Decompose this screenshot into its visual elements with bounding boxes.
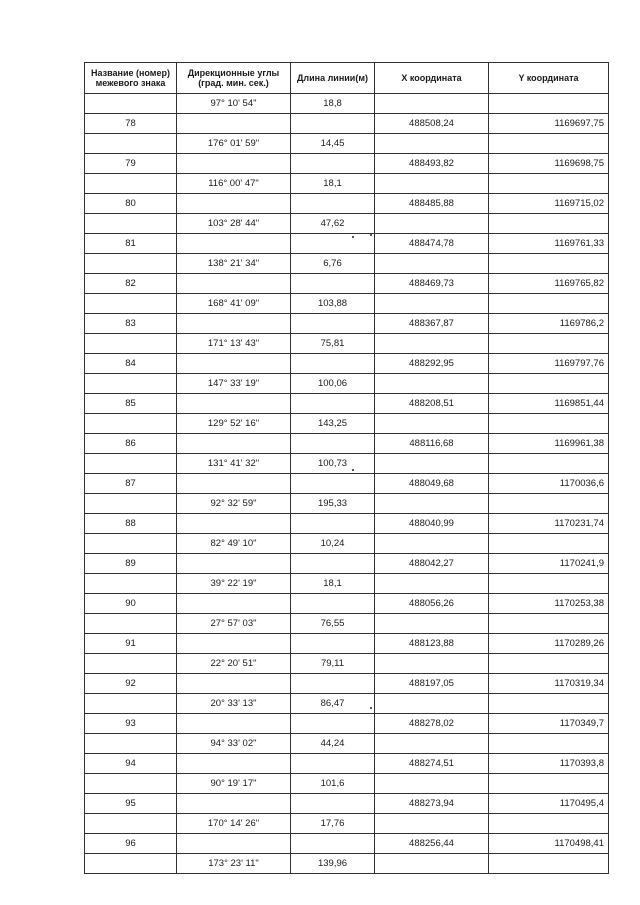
- x-coordinate-cell: 488042,27: [375, 554, 489, 574]
- direction-angle-cell: [177, 394, 291, 414]
- line-length-cell: [291, 314, 375, 334]
- segment-row: [85, 734, 609, 754]
- x-coordinate-cell: 488367,87: [375, 314, 489, 334]
- header-y-coordinate: Y координата: [489, 63, 609, 94]
- segment-row: [85, 494, 609, 514]
- direction-angle-cell: [177, 634, 291, 654]
- line-length-cell: [291, 754, 375, 774]
- x-coordinate-cell: 488049,68: [375, 474, 489, 494]
- point-row: [85, 194, 609, 214]
- scan-speck: [352, 236, 354, 238]
- x-coordinate-cell: 488116,68: [375, 434, 489, 454]
- point-name-cell: [85, 534, 177, 554]
- line-length-cell: 10,24: [291, 534, 375, 554]
- direction-angle-cell: [177, 754, 291, 774]
- point-name-cell: [85, 174, 177, 194]
- x-coordinate-cell: 488469,73: [375, 274, 489, 294]
- line-length-cell: [291, 714, 375, 734]
- direction-angle-cell: [177, 714, 291, 734]
- point-row: [85, 754, 609, 774]
- line-length-cell: 47,62: [291, 214, 375, 234]
- y-coordinate-cell: [489, 334, 609, 354]
- x-coordinate-cell: [375, 174, 489, 194]
- y-coordinate-cell: [489, 414, 609, 434]
- y-coordinate-cell: 1169851,44: [489, 394, 609, 414]
- x-coordinate-cell: 488274,51: [375, 754, 489, 774]
- direction-angle-cell: 147° 33' 19": [177, 374, 291, 394]
- direction-angle-cell: [177, 354, 291, 374]
- point-row: [85, 314, 609, 334]
- direction-angle-cell: 138° 21' 34": [177, 254, 291, 274]
- point-row: [85, 674, 609, 694]
- y-coordinate-cell: 1169961,38: [489, 434, 609, 454]
- point-name-cell: [85, 94, 177, 114]
- point-name-cell: [85, 214, 177, 234]
- y-coordinate-cell: [489, 454, 609, 474]
- segment-row: [85, 414, 609, 434]
- segment-row: [85, 174, 609, 194]
- x-coordinate-cell: [375, 694, 489, 714]
- segment-row: [85, 774, 609, 794]
- direction-angle-cell: 170° 14' 26": [177, 814, 291, 834]
- direction-angle-cell: 97° 10' 54": [177, 94, 291, 114]
- x-coordinate-cell: 488493,82: [375, 154, 489, 174]
- x-coordinate-cell: [375, 214, 489, 234]
- segment-row: [85, 574, 609, 594]
- segment-row: [85, 454, 609, 474]
- x-coordinate-cell: [375, 414, 489, 434]
- x-coordinate-cell: 488474,78: [375, 234, 489, 254]
- point-name-cell: 94: [85, 754, 177, 774]
- line-length-cell: 103,88: [291, 294, 375, 314]
- point-name-cell: 96: [85, 834, 177, 854]
- y-coordinate-cell: 1170393,8: [489, 754, 609, 774]
- point-name-cell: 90: [85, 594, 177, 614]
- point-name-cell: 80: [85, 194, 177, 214]
- direction-angle-cell: [177, 234, 291, 254]
- line-length-cell: 195,33: [291, 494, 375, 514]
- direction-angle-cell: [177, 434, 291, 454]
- y-coordinate-cell: [489, 574, 609, 594]
- line-length-cell: [291, 154, 375, 174]
- direction-angle-cell: 20° 33' 13": [177, 694, 291, 714]
- direction-angle-cell: 129° 52' 16": [177, 414, 291, 434]
- line-length-cell: 100,06: [291, 374, 375, 394]
- header-direction-angle: Дирекционные углы (град. мин. сек.): [177, 63, 291, 94]
- point-name-cell: [85, 574, 177, 594]
- point-name-cell: 88: [85, 514, 177, 534]
- line-length-cell: 18,8: [291, 94, 375, 114]
- line-length-cell: 18,1: [291, 174, 375, 194]
- boundary-coordinates-table: [84, 62, 609, 874]
- x-coordinate-cell: 488256,44: [375, 834, 489, 854]
- y-coordinate-cell: 1169761,33: [489, 234, 609, 254]
- line-length-cell: [291, 434, 375, 454]
- line-length-cell: 79,11: [291, 654, 375, 674]
- y-coordinate-cell: 1169786,2: [489, 314, 609, 334]
- segment-row: [85, 534, 609, 554]
- direction-angle-cell: [177, 274, 291, 294]
- x-coordinate-cell: [375, 294, 489, 314]
- x-coordinate-cell: [375, 734, 489, 754]
- point-name-cell: [85, 854, 177, 874]
- point-row: [85, 234, 609, 254]
- point-name-cell: 86: [85, 434, 177, 454]
- x-coordinate-cell: [375, 774, 489, 794]
- point-name-cell: 92: [85, 674, 177, 694]
- segment-row: [85, 334, 609, 354]
- x-coordinate-cell: [375, 494, 489, 514]
- point-name-cell: [85, 254, 177, 274]
- line-length-cell: 101,6: [291, 774, 375, 794]
- point-name-cell: 83: [85, 314, 177, 334]
- y-coordinate-cell: [489, 614, 609, 634]
- point-name-cell: [85, 654, 177, 674]
- line-length-cell: 86,47: [291, 694, 375, 714]
- direction-angle-cell: [177, 474, 291, 494]
- point-name-cell: 81: [85, 234, 177, 254]
- line-length-cell: 139,96: [291, 854, 375, 874]
- point-name-cell: [85, 614, 177, 634]
- point-name-cell: 93: [85, 714, 177, 734]
- point-row: [85, 114, 609, 134]
- header-point-name: Название (номер) межевого знака: [85, 63, 177, 94]
- y-coordinate-cell: [489, 94, 609, 114]
- x-coordinate-cell: 488040,99: [375, 514, 489, 534]
- point-row: [85, 794, 609, 814]
- line-length-cell: [291, 234, 375, 254]
- direction-angle-cell: [177, 154, 291, 174]
- x-coordinate-cell: [375, 574, 489, 594]
- direction-angle-cell: [177, 514, 291, 534]
- line-length-cell: 75,81: [291, 334, 375, 354]
- x-coordinate-cell: [375, 614, 489, 634]
- x-coordinate-cell: 488485,88: [375, 194, 489, 214]
- point-name-cell: [85, 814, 177, 834]
- x-coordinate-cell: [375, 374, 489, 394]
- direction-angle-cell: 116° 00' 47": [177, 174, 291, 194]
- point-name-cell: [85, 134, 177, 154]
- direction-angle-cell: [177, 674, 291, 694]
- direction-angle-cell: 27° 57' 03": [177, 614, 291, 634]
- point-row: [85, 434, 609, 454]
- line-length-cell: [291, 194, 375, 214]
- segment-row: [85, 614, 609, 634]
- direction-angle-cell: 103° 28' 44": [177, 214, 291, 234]
- x-coordinate-cell: [375, 854, 489, 874]
- y-coordinate-cell: [489, 214, 609, 234]
- y-coordinate-cell: 1170498,41: [489, 834, 609, 854]
- direction-angle-cell: [177, 554, 291, 574]
- direction-angle-cell: 39° 22' 19": [177, 574, 291, 594]
- y-coordinate-cell: 1169697,75: [489, 114, 609, 134]
- header-x-coordinate: X координата: [375, 63, 489, 94]
- y-coordinate-cell: [489, 374, 609, 394]
- direction-angle-cell: 173° 23' 11": [177, 854, 291, 874]
- line-length-cell: [291, 274, 375, 294]
- y-coordinate-cell: [489, 174, 609, 194]
- point-name-cell: 95: [85, 794, 177, 814]
- point-name-cell: 84: [85, 354, 177, 374]
- direction-angle-cell: 92° 32' 59": [177, 494, 291, 514]
- line-length-cell: 17,76: [291, 814, 375, 834]
- segment-row: [85, 854, 609, 874]
- segment-row: [85, 814, 609, 834]
- direction-angle-cell: [177, 794, 291, 814]
- point-row: [85, 634, 609, 654]
- point-row: [85, 274, 609, 294]
- direction-angle-cell: 22° 20' 51": [177, 654, 291, 674]
- line-length-cell: 143,25: [291, 414, 375, 434]
- y-coordinate-cell: 1170253,38: [489, 594, 609, 614]
- point-row: [85, 474, 609, 494]
- table-body: [85, 94, 609, 874]
- point-name-cell: 82: [85, 274, 177, 294]
- point-name-cell: [85, 414, 177, 434]
- x-coordinate-cell: [375, 94, 489, 114]
- direction-angle-cell: [177, 314, 291, 334]
- point-name-cell: [85, 374, 177, 394]
- point-name-cell: [85, 334, 177, 354]
- point-name-cell: 85: [85, 394, 177, 414]
- y-coordinate-cell: 1169797,76: [489, 354, 609, 374]
- direction-angle-cell: 82° 49' 10": [177, 534, 291, 554]
- y-coordinate-cell: 1170495,4: [489, 794, 609, 814]
- line-length-cell: [291, 474, 375, 494]
- line-length-cell: [291, 354, 375, 374]
- segment-row: [85, 214, 609, 234]
- point-name-cell: 89: [85, 554, 177, 574]
- direction-angle-cell: [177, 834, 291, 854]
- point-name-cell: [85, 734, 177, 754]
- direction-angle-cell: 131° 41' 32": [177, 454, 291, 474]
- segment-row: [85, 254, 609, 274]
- line-length-cell: 6,76: [291, 254, 375, 274]
- point-name-cell: [85, 294, 177, 314]
- x-coordinate-cell: 488197,05: [375, 674, 489, 694]
- line-length-cell: [291, 114, 375, 134]
- x-coordinate-cell: 488056,26: [375, 594, 489, 614]
- x-coordinate-cell: 488208,51: [375, 394, 489, 414]
- scan-speck: [352, 469, 354, 471]
- point-row: [85, 394, 609, 414]
- direction-angle-cell: [177, 194, 291, 214]
- x-coordinate-cell: [375, 334, 489, 354]
- y-coordinate-cell: [489, 534, 609, 554]
- x-coordinate-cell: 488273,94: [375, 794, 489, 814]
- direction-angle-cell: 171° 13' 43": [177, 334, 291, 354]
- point-row: [85, 354, 609, 374]
- x-coordinate-cell: [375, 254, 489, 274]
- scan-speck: [370, 234, 372, 236]
- y-coordinate-cell: [489, 854, 609, 874]
- point-row: [85, 554, 609, 574]
- segment-row: [85, 374, 609, 394]
- point-row: [85, 834, 609, 854]
- y-coordinate-cell: [489, 134, 609, 154]
- segment-row: [85, 694, 609, 714]
- point-name-cell: [85, 454, 177, 474]
- line-length-cell: [291, 514, 375, 534]
- point-name-cell: [85, 494, 177, 514]
- point-name-cell: 87: [85, 474, 177, 494]
- segment-row: [85, 294, 609, 314]
- point-name-cell: 79: [85, 154, 177, 174]
- y-coordinate-cell: [489, 814, 609, 834]
- point-name-cell: [85, 774, 177, 794]
- y-coordinate-cell: 1169715,02: [489, 194, 609, 214]
- x-coordinate-cell: 488123,88: [375, 634, 489, 654]
- direction-angle-cell: 168° 41' 09": [177, 294, 291, 314]
- line-length-cell: 18,1: [291, 574, 375, 594]
- point-row: [85, 594, 609, 614]
- header-line-length: Длина линии(м): [291, 63, 375, 94]
- line-length-cell: 14,45: [291, 134, 375, 154]
- y-coordinate-cell: 1170231,74: [489, 514, 609, 534]
- x-coordinate-cell: [375, 534, 489, 554]
- segment-row: [85, 134, 609, 154]
- direction-angle-cell: 90° 19' 17": [177, 774, 291, 794]
- y-coordinate-cell: [489, 734, 609, 754]
- line-length-cell: [291, 594, 375, 614]
- x-coordinate-cell: 488508,24: [375, 114, 489, 134]
- x-coordinate-cell: 488278,02: [375, 714, 489, 734]
- y-coordinate-cell: 1170289,26: [489, 634, 609, 654]
- y-coordinate-cell: [489, 654, 609, 674]
- line-length-cell: 44,24: [291, 734, 375, 754]
- point-row: [85, 514, 609, 534]
- line-length-cell: 100,73: [291, 454, 375, 474]
- y-coordinate-cell: 1169765,82: [489, 274, 609, 294]
- scan-speck: [370, 707, 372, 709]
- y-coordinate-cell: 1170349,7: [489, 714, 609, 734]
- point-name-cell: [85, 694, 177, 714]
- y-coordinate-cell: 1170036,6: [489, 474, 609, 494]
- direction-angle-cell: 94° 33' 02": [177, 734, 291, 754]
- point-row: [85, 154, 609, 174]
- line-length-cell: 76,55: [291, 614, 375, 634]
- table-header-row: [85, 63, 609, 94]
- y-coordinate-cell: [489, 494, 609, 514]
- y-coordinate-cell: 1170241,9: [489, 554, 609, 574]
- line-length-cell: [291, 794, 375, 814]
- point-row: [85, 714, 609, 734]
- y-coordinate-cell: 1169698,75: [489, 154, 609, 174]
- y-coordinate-cell: [489, 294, 609, 314]
- line-length-cell: [291, 634, 375, 654]
- y-coordinate-cell: [489, 774, 609, 794]
- line-length-cell: [291, 394, 375, 414]
- segment-row: [85, 654, 609, 674]
- segment-row: [85, 94, 609, 114]
- direction-angle-cell: [177, 594, 291, 614]
- y-coordinate-cell: [489, 254, 609, 274]
- x-coordinate-cell: [375, 654, 489, 674]
- line-length-cell: [291, 834, 375, 854]
- direction-angle-cell: [177, 114, 291, 134]
- y-coordinate-cell: [489, 694, 609, 714]
- point-name-cell: 91: [85, 634, 177, 654]
- x-coordinate-cell: [375, 134, 489, 154]
- y-coordinate-cell: 1170319,34: [489, 674, 609, 694]
- x-coordinate-cell: 488292,95: [375, 354, 489, 374]
- point-name-cell: 78: [85, 114, 177, 134]
- x-coordinate-cell: [375, 814, 489, 834]
- line-length-cell: [291, 674, 375, 694]
- x-coordinate-cell: [375, 454, 489, 474]
- direction-angle-cell: 176° 01' 59": [177, 134, 291, 154]
- line-length-cell: [291, 554, 375, 574]
